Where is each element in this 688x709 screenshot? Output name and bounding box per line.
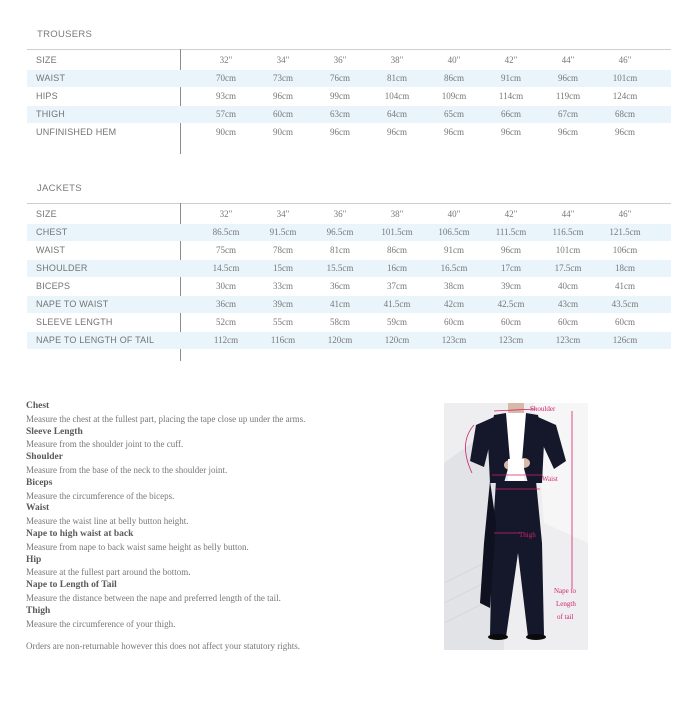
size-cell: 81cm: [330, 245, 350, 255]
size-cell: 40cm: [558, 281, 578, 291]
size-cell: 37cm: [387, 281, 407, 291]
row-label: NAPE TO LENGTH OF TAIL: [36, 335, 155, 345]
nape-to-tail-label-line1: Nape to: [554, 587, 576, 595]
size-cell: 111.5cm: [495, 227, 527, 237]
row-label: SHOULDER: [36, 263, 88, 273]
size-cell: 120cm: [384, 335, 410, 345]
size-cell: 43cm: [558, 299, 578, 309]
size-cell: 57cm: [216, 109, 236, 119]
size-cell: 91cm: [501, 73, 521, 83]
size-cell: 43.5cm: [611, 299, 639, 309]
table-row: [27, 296, 671, 313]
size-cell: 101.5cm: [381, 227, 413, 237]
size-cell: 17cm: [501, 263, 521, 273]
table-row: [27, 278, 671, 295]
guide-description: Measure the circumference of the biceps.: [26, 490, 175, 501]
size-cell: 96cm: [387, 127, 407, 137]
size-cell: 39cm: [501, 281, 521, 291]
size-cell: 42": [504, 55, 518, 65]
size-cell: 42": [504, 209, 518, 219]
table-top-rule: [27, 49, 671, 50]
thigh-measure-label: Thigh: [519, 531, 536, 539]
row-label: SIZE: [36, 55, 57, 65]
size-cell: 60cm: [501, 317, 521, 327]
size-cell: 124cm: [612, 91, 638, 101]
size-cell: 30cm: [216, 281, 236, 291]
guide-term: Hip: [26, 554, 42, 565]
size-cell: 86cm: [444, 73, 464, 83]
size-cell: 116cm: [270, 335, 296, 345]
size-cell: 58cm: [330, 317, 350, 327]
guide-description: Measure the chest at the fullest part, placing the tape close up under the arms.: [26, 413, 306, 424]
size-cell: 126cm: [612, 335, 638, 345]
size-cell: 116.5cm: [552, 227, 584, 237]
size-cell: 96cm: [558, 73, 578, 83]
size-cell: 96.5cm: [326, 227, 354, 237]
size-cell: 101cm: [555, 245, 581, 255]
size-cell: 63cm: [330, 109, 350, 119]
size-cell: 33cm: [273, 281, 293, 291]
jackets-title: JACKETS: [37, 183, 82, 194]
size-cell: 68cm: [615, 109, 635, 119]
returns-note: Orders are non-returnable however this does not affect your statutory rights.: [26, 641, 300, 651]
size-cell: 123cm: [498, 335, 524, 345]
size-cell: 44": [561, 55, 575, 65]
size-cell: 42cm: [444, 299, 464, 309]
size-cell: 38": [390, 55, 404, 65]
table-row: [27, 242, 671, 259]
size-cell: 93cm: [216, 91, 236, 101]
size-cell: 60cm: [558, 317, 578, 327]
size-cell: 52cm: [216, 317, 236, 327]
size-cell: 119cm: [555, 91, 581, 101]
size-cell: 60cm: [273, 109, 293, 119]
size-cell: 38": [390, 209, 404, 219]
row-label: WAIST: [36, 73, 66, 83]
shoulder-measure-label: Shoulder: [530, 405, 556, 413]
size-cell: 36": [333, 55, 347, 65]
size-cell: 96cm: [615, 127, 635, 137]
size-cell: 59cm: [387, 317, 407, 327]
size-cell: 34": [276, 209, 290, 219]
size-cell: 112cm: [213, 335, 239, 345]
row-label: UNFINISHED HEM: [36, 127, 117, 137]
size-cell: 60cm: [615, 317, 635, 327]
table-row: [27, 314, 671, 331]
guide-term: Sleeve Length: [26, 426, 83, 437]
size-cell: 64cm: [387, 109, 407, 119]
row-label: THIGH: [36, 109, 65, 119]
size-cell: 32": [219, 209, 233, 219]
table-row: [27, 106, 671, 123]
guide-term: Shoulder: [26, 452, 63, 463]
guide-term: Waist: [26, 503, 50, 514]
size-cell: 17.5cm: [554, 263, 582, 273]
size-cell: 41cm: [615, 281, 635, 291]
size-cell: 46": [618, 209, 632, 219]
nape-to-tail-label-line2: Length: [556, 600, 576, 608]
trousers-size-table: [27, 49, 671, 154]
guide-description: Measure the waist line at belly button height.: [26, 516, 189, 527]
size-cell: 16cm: [387, 263, 407, 273]
size-cell: 90cm: [216, 127, 236, 137]
size-cell: 39cm: [273, 299, 293, 309]
table-row: [27, 332, 671, 349]
size-cell: 40": [447, 209, 461, 219]
size-cell: 86cm: [387, 245, 407, 255]
size-cell: 123cm: [555, 335, 581, 345]
size-cell: 96cm: [558, 127, 578, 137]
size-cell: 96cm: [273, 91, 293, 101]
size-cell: 106.5cm: [438, 227, 470, 237]
size-cell: 18cm: [615, 263, 635, 273]
row-label: NAPE TO WAIST: [36, 299, 109, 309]
guide-description: Measure from the shoulder joint to the cuff.: [26, 439, 184, 450]
guide-description: Measure at the fullest part around the bottom.: [26, 567, 191, 578]
size-cell: 32": [219, 55, 233, 65]
guide-term: Nape to Length of Tail: [26, 580, 117, 591]
size-cell: 86.5cm: [212, 227, 240, 237]
size-cell: 55cm: [273, 317, 293, 327]
row-label: WAIST: [36, 245, 66, 255]
size-cell: 36": [333, 209, 347, 219]
guide-term: Biceps: [26, 477, 53, 488]
size-cell: 36cm: [330, 281, 350, 291]
size-cell: 44": [561, 209, 575, 219]
size-cell: 34": [276, 55, 290, 65]
size-cell: 46": [618, 55, 632, 65]
size-cell: 15cm: [273, 263, 293, 273]
size-cell: 104cm: [384, 91, 410, 101]
table-row: [27, 206, 671, 223]
table-row: [27, 124, 671, 141]
tailcoat-measurement-photo: [444, 403, 588, 650]
size-cell: 41.5cm: [383, 299, 411, 309]
size-cell: 90cm: [273, 127, 293, 137]
table-row: [27, 260, 671, 277]
nape-to-tail-label-line3: of tail: [557, 613, 574, 621]
guide-description: Measure the distance between the nape and preferred length of the tail.: [26, 592, 281, 603]
size-cell: 38cm: [444, 281, 464, 291]
waist-measure-label: Waist: [542, 475, 558, 483]
table-row: [27, 224, 671, 241]
size-cell: 114cm: [498, 91, 524, 101]
guide-description: Measure from the base of the neck to the shoulder joint.: [26, 464, 228, 475]
size-cell: 70cm: [216, 73, 236, 83]
measuring-guide: [26, 400, 426, 630]
row-label: SLEEVE LENGTH: [36, 317, 113, 327]
size-cell: 36cm: [216, 299, 236, 309]
row-label: CHEST: [36, 227, 68, 237]
size-cell: 96cm: [501, 127, 521, 137]
size-cell: 96cm: [501, 245, 521, 255]
size-cell: 120cm: [327, 335, 353, 345]
size-cell: 91cm: [444, 245, 464, 255]
size-cell: 60cm: [444, 317, 464, 327]
size-cell: 16.5cm: [440, 263, 468, 273]
guide-description: Measure from nape to back waist same height as belly button.: [26, 541, 249, 552]
table-row: [27, 88, 671, 105]
size-cell: 99cm: [330, 91, 350, 101]
table-top-rule: [27, 203, 671, 204]
table-row: [27, 70, 671, 87]
size-cell: 14.5cm: [212, 263, 240, 273]
size-cell: 76cm: [330, 73, 350, 83]
guide-description: Measure the circumference of your thigh.: [26, 618, 176, 629]
size-cell: 96cm: [330, 127, 350, 137]
size-cell: 75cm: [216, 245, 236, 255]
size-cell: 41cm: [330, 299, 350, 309]
size-cell: 67cm: [558, 109, 578, 119]
size-cell: 91.5cm: [269, 227, 297, 237]
row-label: HIPS: [36, 91, 58, 101]
size-cell: 66cm: [501, 109, 521, 119]
guide-term: Nape to high waist at back: [26, 528, 134, 539]
table-row: [27, 52, 671, 69]
size-cell: 65cm: [444, 109, 464, 119]
trousers-title: TROUSERS: [37, 29, 93, 40]
size-cell: 101cm: [612, 73, 638, 83]
guide-term: Chest: [26, 401, 50, 411]
size-cell: 106cm: [612, 245, 638, 255]
row-label: BICEPS: [36, 281, 71, 291]
guide-term: Thigh: [26, 605, 51, 616]
jackets-size-table: [27, 203, 671, 361]
size-cell: 73cm: [273, 73, 293, 83]
size-cell: 78cm: [273, 245, 293, 255]
size-cell: 15.5cm: [326, 263, 354, 273]
size-cell: 40": [447, 55, 461, 65]
size-cell: 42.5cm: [497, 299, 525, 309]
size-cell: 81cm: [387, 73, 407, 83]
row-label: SIZE: [36, 209, 57, 219]
size-cell: 121.5cm: [609, 227, 641, 237]
size-cell: 96cm: [444, 127, 464, 137]
size-cell: 123cm: [441, 335, 467, 345]
size-cell: 109cm: [441, 91, 467, 101]
